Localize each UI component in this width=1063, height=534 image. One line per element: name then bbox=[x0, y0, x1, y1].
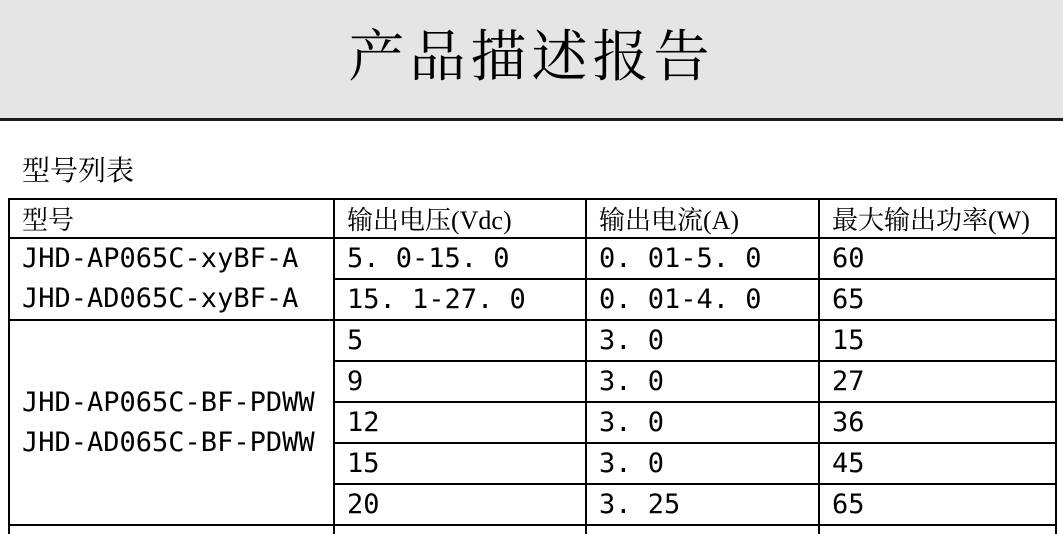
model-name: JHD-AD065C-BF-PDWW bbox=[22, 426, 315, 458]
report-title-band bbox=[0, 0, 1063, 121]
model-cell-group-1 bbox=[9, 238, 334, 320]
table-header-row bbox=[9, 199, 1056, 238]
col-header-model: 型号 bbox=[9, 199, 334, 238]
voltage-cell: 15. 1-27. 0 bbox=[334, 279, 586, 320]
voltage-cell: 15 bbox=[334, 443, 586, 484]
model-name: JHD-AP065C-BF-PDWW bbox=[22, 386, 315, 418]
voltage-cell: 9 bbox=[334, 361, 586, 402]
col-header-current: 输出电流(A) bbox=[586, 199, 819, 238]
current-cell: 3. 0 bbox=[586, 443, 819, 484]
current-cell: 3. 0 bbox=[586, 402, 819, 443]
model-name: JHD-AP065C-xyBF-A bbox=[22, 243, 299, 274]
current-cell: 3. 0 bbox=[586, 361, 819, 402]
power-cell: 45 bbox=[819, 443, 1056, 484]
model-name: JHD-AD065C-xyBF-A bbox=[22, 283, 299, 314]
col-header-voltage: 输出电压(Vdc) bbox=[334, 199, 586, 238]
power-cell: 65 bbox=[819, 279, 1056, 320]
voltage-cell: 20 bbox=[334, 484, 586, 525]
model-cell-group-2 bbox=[9, 320, 334, 525]
current-cell: 0. 01-4. 0 bbox=[586, 279, 819, 320]
section-title: 型号列表 bbox=[22, 156, 135, 187]
voltage-cell-partial bbox=[334, 525, 586, 534]
power-cell: 15 bbox=[819, 320, 1056, 361]
voltage-cell: 5 bbox=[334, 320, 586, 361]
table-row-partial bbox=[9, 525, 1056, 534]
current-cell: 3. 0 bbox=[586, 320, 819, 361]
current-cell-partial bbox=[586, 525, 819, 534]
model-list-table bbox=[8, 198, 1057, 534]
model-cell-partial bbox=[9, 525, 334, 534]
voltage-cell: 5. 0-15. 0 bbox=[334, 238, 586, 279]
report-title: 产品描述报告 bbox=[348, 27, 715, 89]
power-cell: 65 bbox=[819, 484, 1056, 525]
report-body bbox=[0, 155, 1063, 534]
power-cell: 27 bbox=[819, 361, 1056, 402]
power-cell: 36 bbox=[819, 402, 1056, 443]
current-cell: 3. 25 bbox=[586, 484, 819, 525]
col-header-power: 最大输出功率(W) bbox=[819, 199, 1056, 238]
table-row bbox=[9, 238, 1056, 279]
power-cell: 60 bbox=[819, 238, 1056, 279]
voltage-cell: 12 bbox=[334, 402, 586, 443]
current-cell: 0. 01-5. 0 bbox=[586, 238, 819, 279]
table-row bbox=[9, 320, 1056, 361]
power-cell-partial bbox=[819, 525, 1056, 534]
